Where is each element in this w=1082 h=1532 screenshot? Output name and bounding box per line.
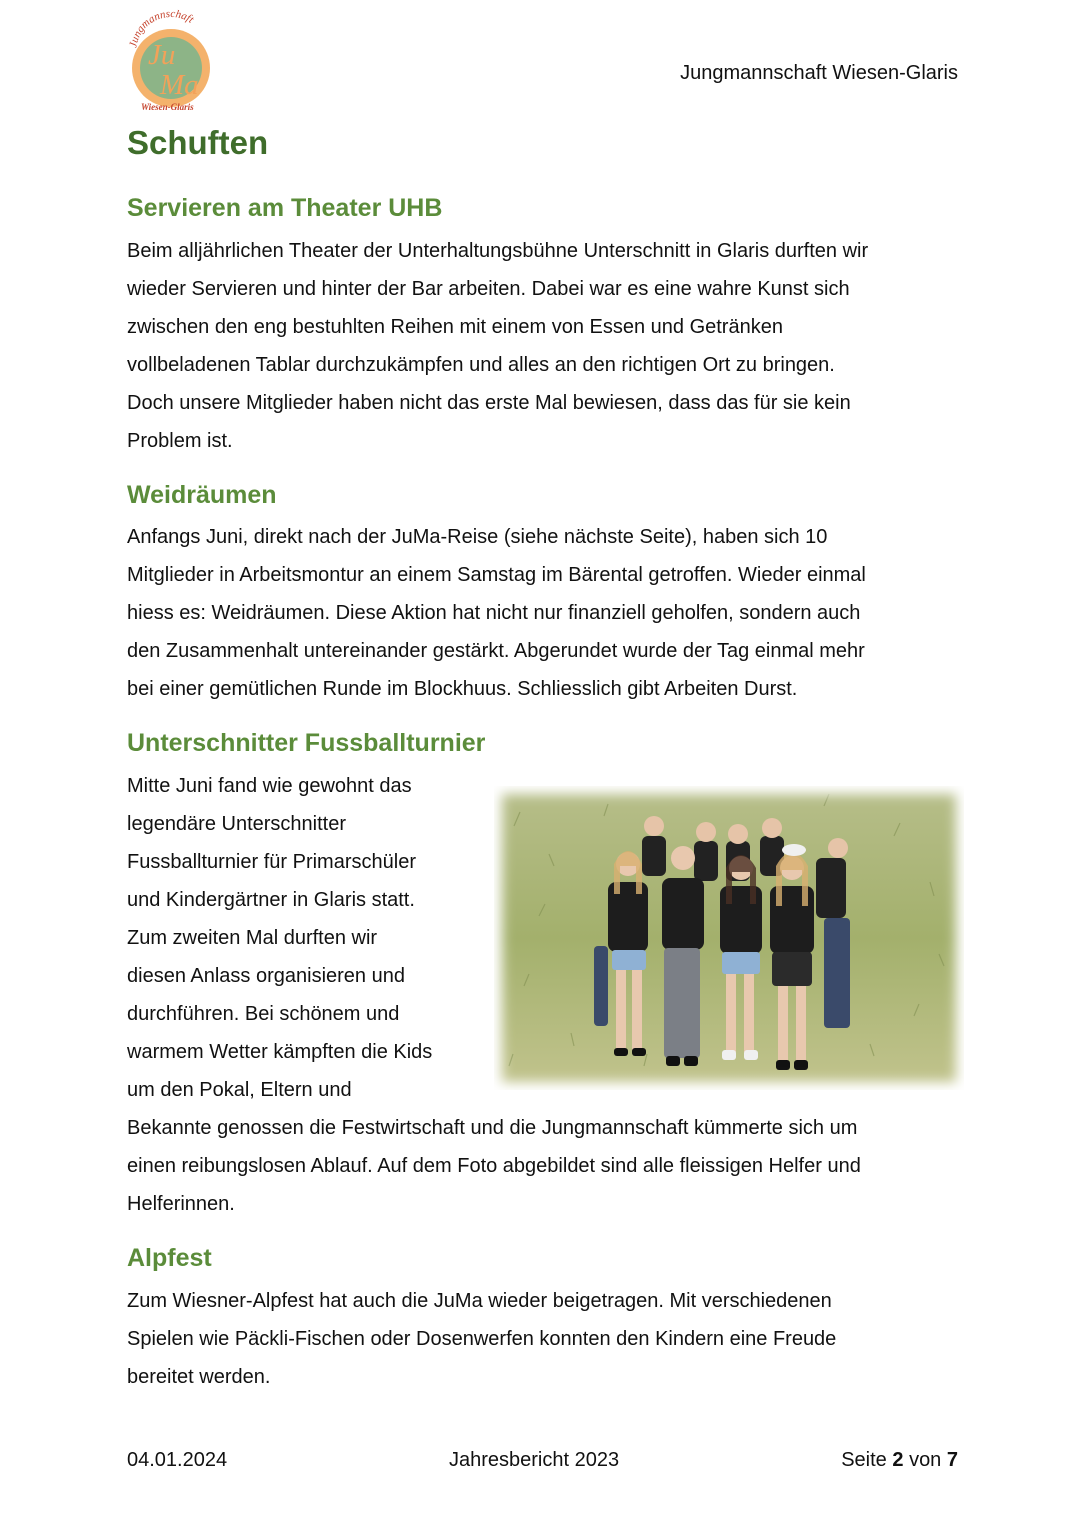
- header-org-name: Jungmannschaft Wiesen-Glaris: [680, 62, 958, 84]
- text-line: um den Pokal, Eltern und: [127, 1079, 352, 1101]
- section-text-alpfest: [127, 1282, 962, 1396]
- page-total: 7: [946, 1449, 958, 1471]
- text-line: Helferinnen.: [127, 1193, 235, 1215]
- page-sep: von: [909, 1449, 942, 1471]
- text-line: zwischen den eng bestuhlten Reihen mit einem von Essen und Getränken: [127, 316, 783, 338]
- text-line: Mitte Juni fand wie gewohnt das: [127, 775, 412, 797]
- logo-top-text: Jungmannschaft: [127, 8, 196, 49]
- footer-report-title: Jahresbericht 2023: [449, 1449, 620, 1471]
- text-line: diesen Anlass organisieren und: [127, 965, 405, 987]
- text-line: und Kindergärtner in Glaris statt.: [127, 889, 415, 911]
- text-line: legendäre Unterschnitter: [127, 813, 347, 835]
- page-label: Seite: [841, 1449, 887, 1471]
- section-heading-fussballturnier: Unterschnitter Fussballturnier: [127, 729, 486, 757]
- section-heading-weidraeumen: Weidräumen: [127, 481, 277, 509]
- text-line: Mitglieder in Arbeitsmontur an einem Samstag im Bärental getroffen. Wieder einmal: [127, 564, 866, 586]
- page-title: Schuften: [127, 124, 269, 161]
- text-line: warmem Wetter kämpften die Kids: [127, 1041, 433, 1063]
- group-photo: [494, 786, 964, 1090]
- text-line: Anfangs Juni, direkt nach der JuMa-Reise (siehe nächste Seite), haben sich 10: [127, 526, 828, 548]
- text-line: durchführen. Bei schönem und: [127, 1003, 400, 1025]
- logo-bottom-text: Wiesen-Glaris: [141, 102, 194, 112]
- text-line: bei einer gemütlichen Runde im Blockhuus. Schliesslich gibt Arbeiten Durst.: [127, 678, 798, 700]
- logo-ma-text: Ma: [160, 69, 199, 101]
- text-line: wieder Servieren und hinter der Bar arbeiten. Dabei war es eine wahre Kunst sich: [127, 278, 850, 300]
- text-line: vollbeladenen Tablar durchzukämpfen und alles an den richtigen Ort zu bringen.: [127, 354, 835, 376]
- text-line: Zum zweiten Mal durften wir: [127, 927, 378, 949]
- section-heading-alpfest: Alpfest: [127, 1244, 212, 1272]
- text-line: Problem ist.: [127, 430, 233, 452]
- section-heading-theater: Servieren am Theater UHB: [127, 194, 443, 222]
- text-line: Spielen wie Päckli-Fischen oder Dosenwerfen konnten den Kindern eine Freude: [127, 1328, 837, 1350]
- text-line: Fussballturnier für Primarschüler: [127, 851, 416, 873]
- section-text-fussballturnier-wrapped: [127, 767, 472, 1109]
- juma-logo: [126, 8, 216, 114]
- section-text-theater: [127, 232, 962, 460]
- page-current: 2: [892, 1449, 904, 1471]
- text-line: Zum Wiesner-Alpfest hat auch die JuMa wieder beigetragen. Mit verschiedenen: [127, 1290, 832, 1312]
- text-line: den Zusammenhalt untereinander gestärkt. Abgerundet wurde der Tag einmal mehr: [127, 640, 865, 662]
- section-text-fussballturnier-full: [127, 1109, 962, 1223]
- section-text-weidraeumen: [127, 518, 962, 708]
- footer-page-number: [841, 1449, 958, 1472]
- logo-ju-text: Ju: [148, 39, 176, 71]
- footer-date: 04.01.2024: [127, 1449, 228, 1471]
- text-line: Bekannte genossen die Festwirtschaft und die Jungmannschaft kümmerte sich um: [127, 1117, 858, 1139]
- text-line: Beim alljährlichen Theater der Unterhaltungsbühne Unterschnitt in Glaris durften wir: [127, 240, 869, 262]
- text-line: Doch unsere Mitglieder haben nicht das erste Mal bewiesen, dass das für sie kein: [127, 392, 851, 414]
- text-line: einen reibungslosen Ablauf. Auf dem Foto abgebildet sind alle fleissigen Helfer und: [127, 1155, 861, 1177]
- text-line: hiess es: Weidräumen. Diese Aktion hat nicht nur finanziell geholfen, sondern auch: [127, 602, 861, 624]
- text-line: bereitet werden.: [127, 1366, 271, 1388]
